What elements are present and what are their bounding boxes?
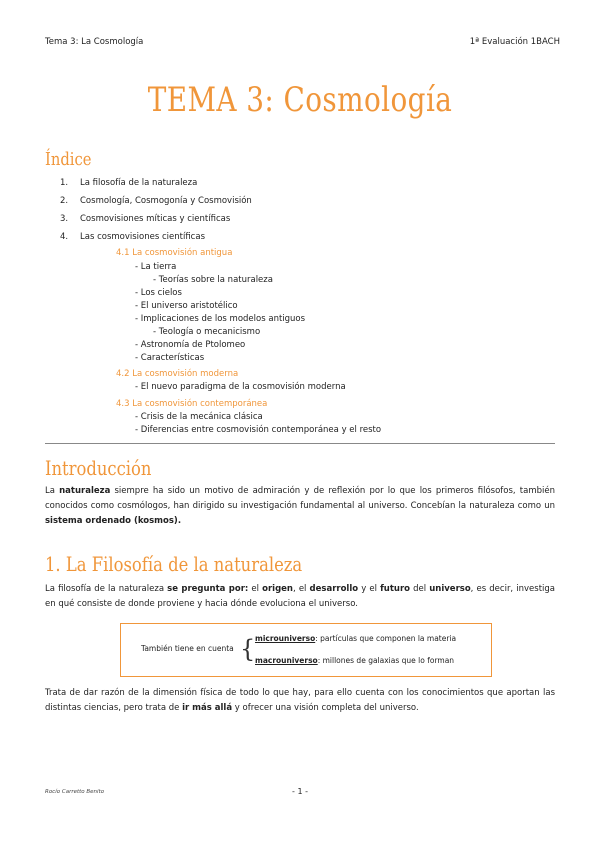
toc-line: - Teología o mecanicismo	[153, 327, 261, 337]
toc-sub-4-3: 4.3 La cosmovisión contemporánea	[116, 399, 268, 409]
toc-line: - Diferencias entre cosmovisión contemporánea y el resto	[135, 425, 382, 435]
toc-line: - El nuevo paradigma de la cosmovisión moderna	[135, 382, 346, 392]
toc-line: - Características	[135, 353, 205, 363]
filosofia-title: 1. La Filosofía de la naturaleza	[45, 552, 303, 576]
header-right: 1ª Evaluación 1BACH	[469, 37, 560, 47]
toc-sub-4-2: 4.2 La cosmovisión moderna	[116, 369, 239, 379]
toc-item: 4. Las cosmovisiones científicas	[60, 232, 205, 242]
filosofia-paragraph: La filosofía de la naturaleza se pregunta por: el origen, el desarrollo y el futuro del universo, es decir, investiga en qué consiste de donde proviene y hacia dónde evoluciona el universo.	[45, 584, 555, 609]
toc-line: - Implicaciones de los modelos antiguos	[135, 314, 306, 324]
brace-symbol: {	[240, 635, 256, 663]
toc-line: - Teorías sobre la naturaleza	[153, 275, 273, 285]
header-left: Tema 3: La Cosmología	[45, 37, 144, 47]
toc-line: - Los cielos	[135, 288, 182, 298]
divider	[45, 443, 555, 444]
indice-title: Índice	[45, 149, 92, 170]
toc-line: - La tierra	[135, 262, 177, 272]
footer-author: Rocío Carretto Benito	[45, 789, 105, 795]
toc-item: 1. La filosofía de la naturaleza	[60, 178, 198, 188]
box-label: También tiene en cuenta	[141, 644, 234, 653]
toc-line: - Crisis de la mecánica clásica	[135, 412, 263, 422]
table-of-contents	[60, 178, 252, 250]
microuniverso-line: microuniverso: partículas que componen la materia	[255, 634, 457, 643]
toc-item: 3. Cosmovisiones míticas y científicas	[60, 214, 231, 224]
intro-paragraph: La naturaleza siempre ha sido un motivo de admiración y de reflexión por lo que los primeros filósofos, también conocidos como cosmólogos, han dirigido su investigación fundamental al universo. Concebían la naturaleza como un sistema ordenado (kosmos).	[45, 486, 555, 526]
macrouniverso-line: macrouniverso: millones de galaxias que lo forman	[255, 656, 455, 665]
filosofia-paragraph-2: Trata de dar razón de la dimensión física de todo lo que hay, para ello cuenta con los conocimientos que aportan las distintas ciencias, pero trata de ir más allá y ofrecer una visión completa del universo.	[45, 688, 555, 713]
page-number: - 1 -	[292, 787, 308, 796]
page-title: TEMA 3: Cosmología	[147, 80, 453, 120]
toc-line: - Astronomía de Ptolomeo	[135, 340, 246, 350]
concept-box	[120, 623, 492, 677]
toc-item: 2. Cosmología, Cosmogonía y Cosmovisión	[60, 196, 252, 206]
intro-title: Introducción	[45, 456, 152, 480]
toc-line: - El universo aristotélico	[135, 301, 238, 311]
toc-sub-4-1: 4.1 La cosmovisión antigua	[116, 248, 233, 258]
